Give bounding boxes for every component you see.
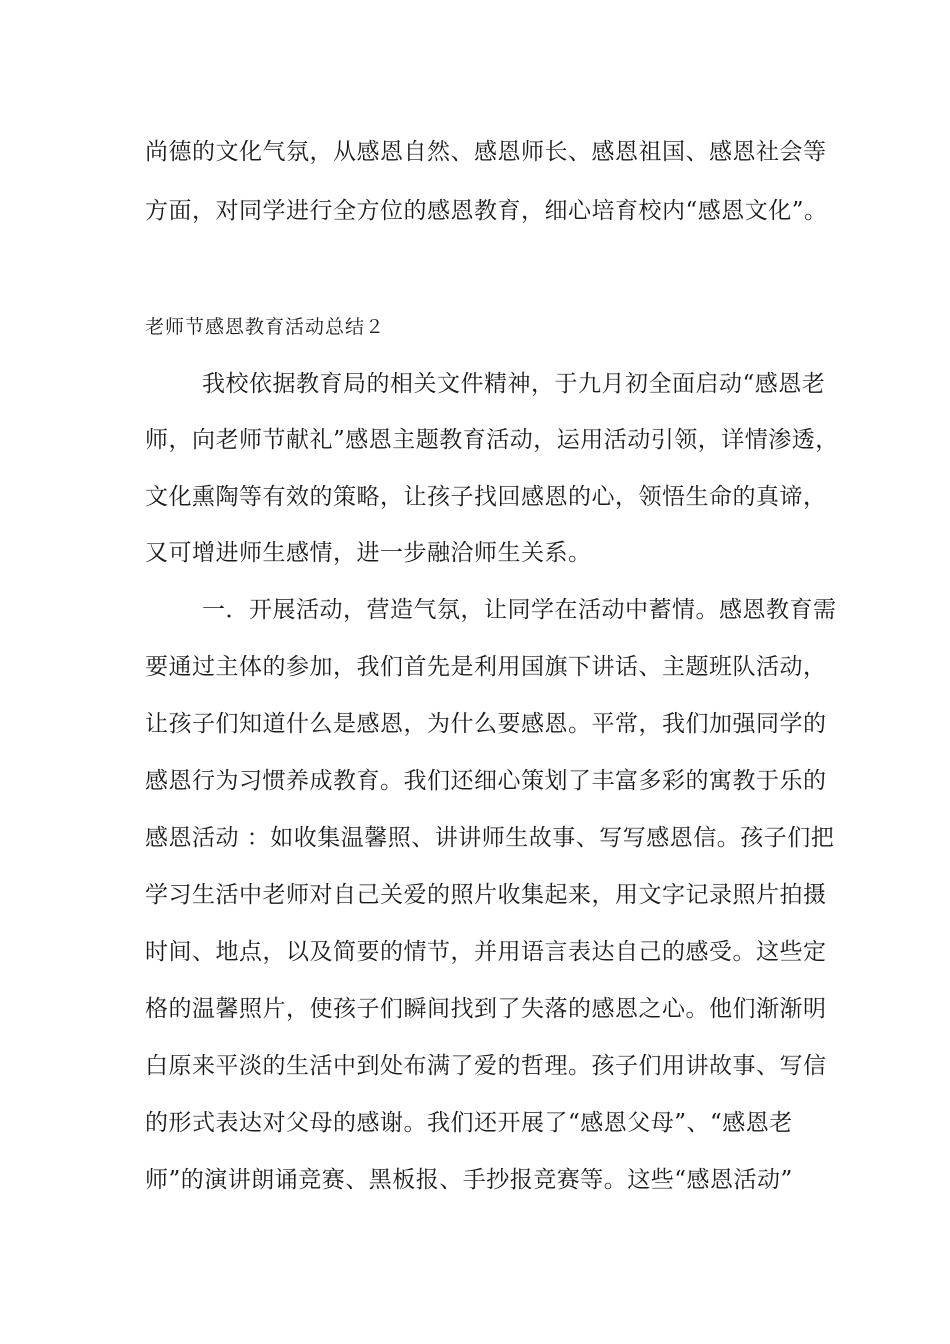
para2-line-10: 的形式表达对父母的感谢。我们还开展了“感恩父母”、“感恩老 [145,1110,793,1136]
para2-line-6: 学习生活中老师对自己关爱的照片收集起来，用文字记录照片拍摄 [145,882,827,908]
para2-line-5: 感恩活动 ：如收集温馨照、讲讲师生故事、写写感恩信。孩子们把 [145,825,835,851]
para2-line-1: 一．开展活动，营造气氛，让同学在活动中蓄情。感恩教育需 [202,597,837,623]
para1-line-4: 又可增进师生感情，进一步融洽师生关系。 [145,540,592,566]
para2-line-11: 师”的演讲朗诵竞赛、黑板报、手抄报竞赛等。这些“感恩活动” [145,1167,793,1193]
para1-line-3: 文化熏陶等有效的策略，让孩子找回感恩的心，领悟生命的真谛， [145,484,827,510]
para2-line-4: 感恩行为习惯养成教育。我们还细心策划了丰富多彩的寓教于乐的 [145,768,827,794]
para1-line-1: 我校依据教育局的相关文件精神，于九月初全面启动“感恩老 [202,371,826,397]
para2-line-3: 让孩子们知道什么是感恩，为什么要感恩。平常，我们加强同学的 [145,711,827,737]
intro-line-1: 尚德的文化气氛，从感恩自然、感恩师长、感恩祖国、感恩社会等 [145,139,827,165]
section-title: 老师节感恩教育活动总结２ [145,316,386,338]
para2-line-7: 时间、地点，以及简要的情节，并用语言表达自己的感受。这些定 [145,939,827,965]
para2-line-2: 要通过主体的参加，我们首先是利用国旗下讲话、主题班队活动， [145,654,827,680]
para2-line-9: 白原来平淡的生活中到处布满了爱的哲理。孩子们用讲故事、写信 [145,1053,827,1079]
para1-line-2: 师，向老师节献礼”感恩主题教育活动，运用活动引领，详情渗透， [145,427,839,453]
para2-line-8: 格的温馨照片，使孩子们瞬间找到了失落的感恩之心。他们渐渐明 [145,996,827,1022]
intro-line-2: 方面，对同学进行全方位的感恩教育，细心培育校内“感恩文化”。 [145,198,828,224]
